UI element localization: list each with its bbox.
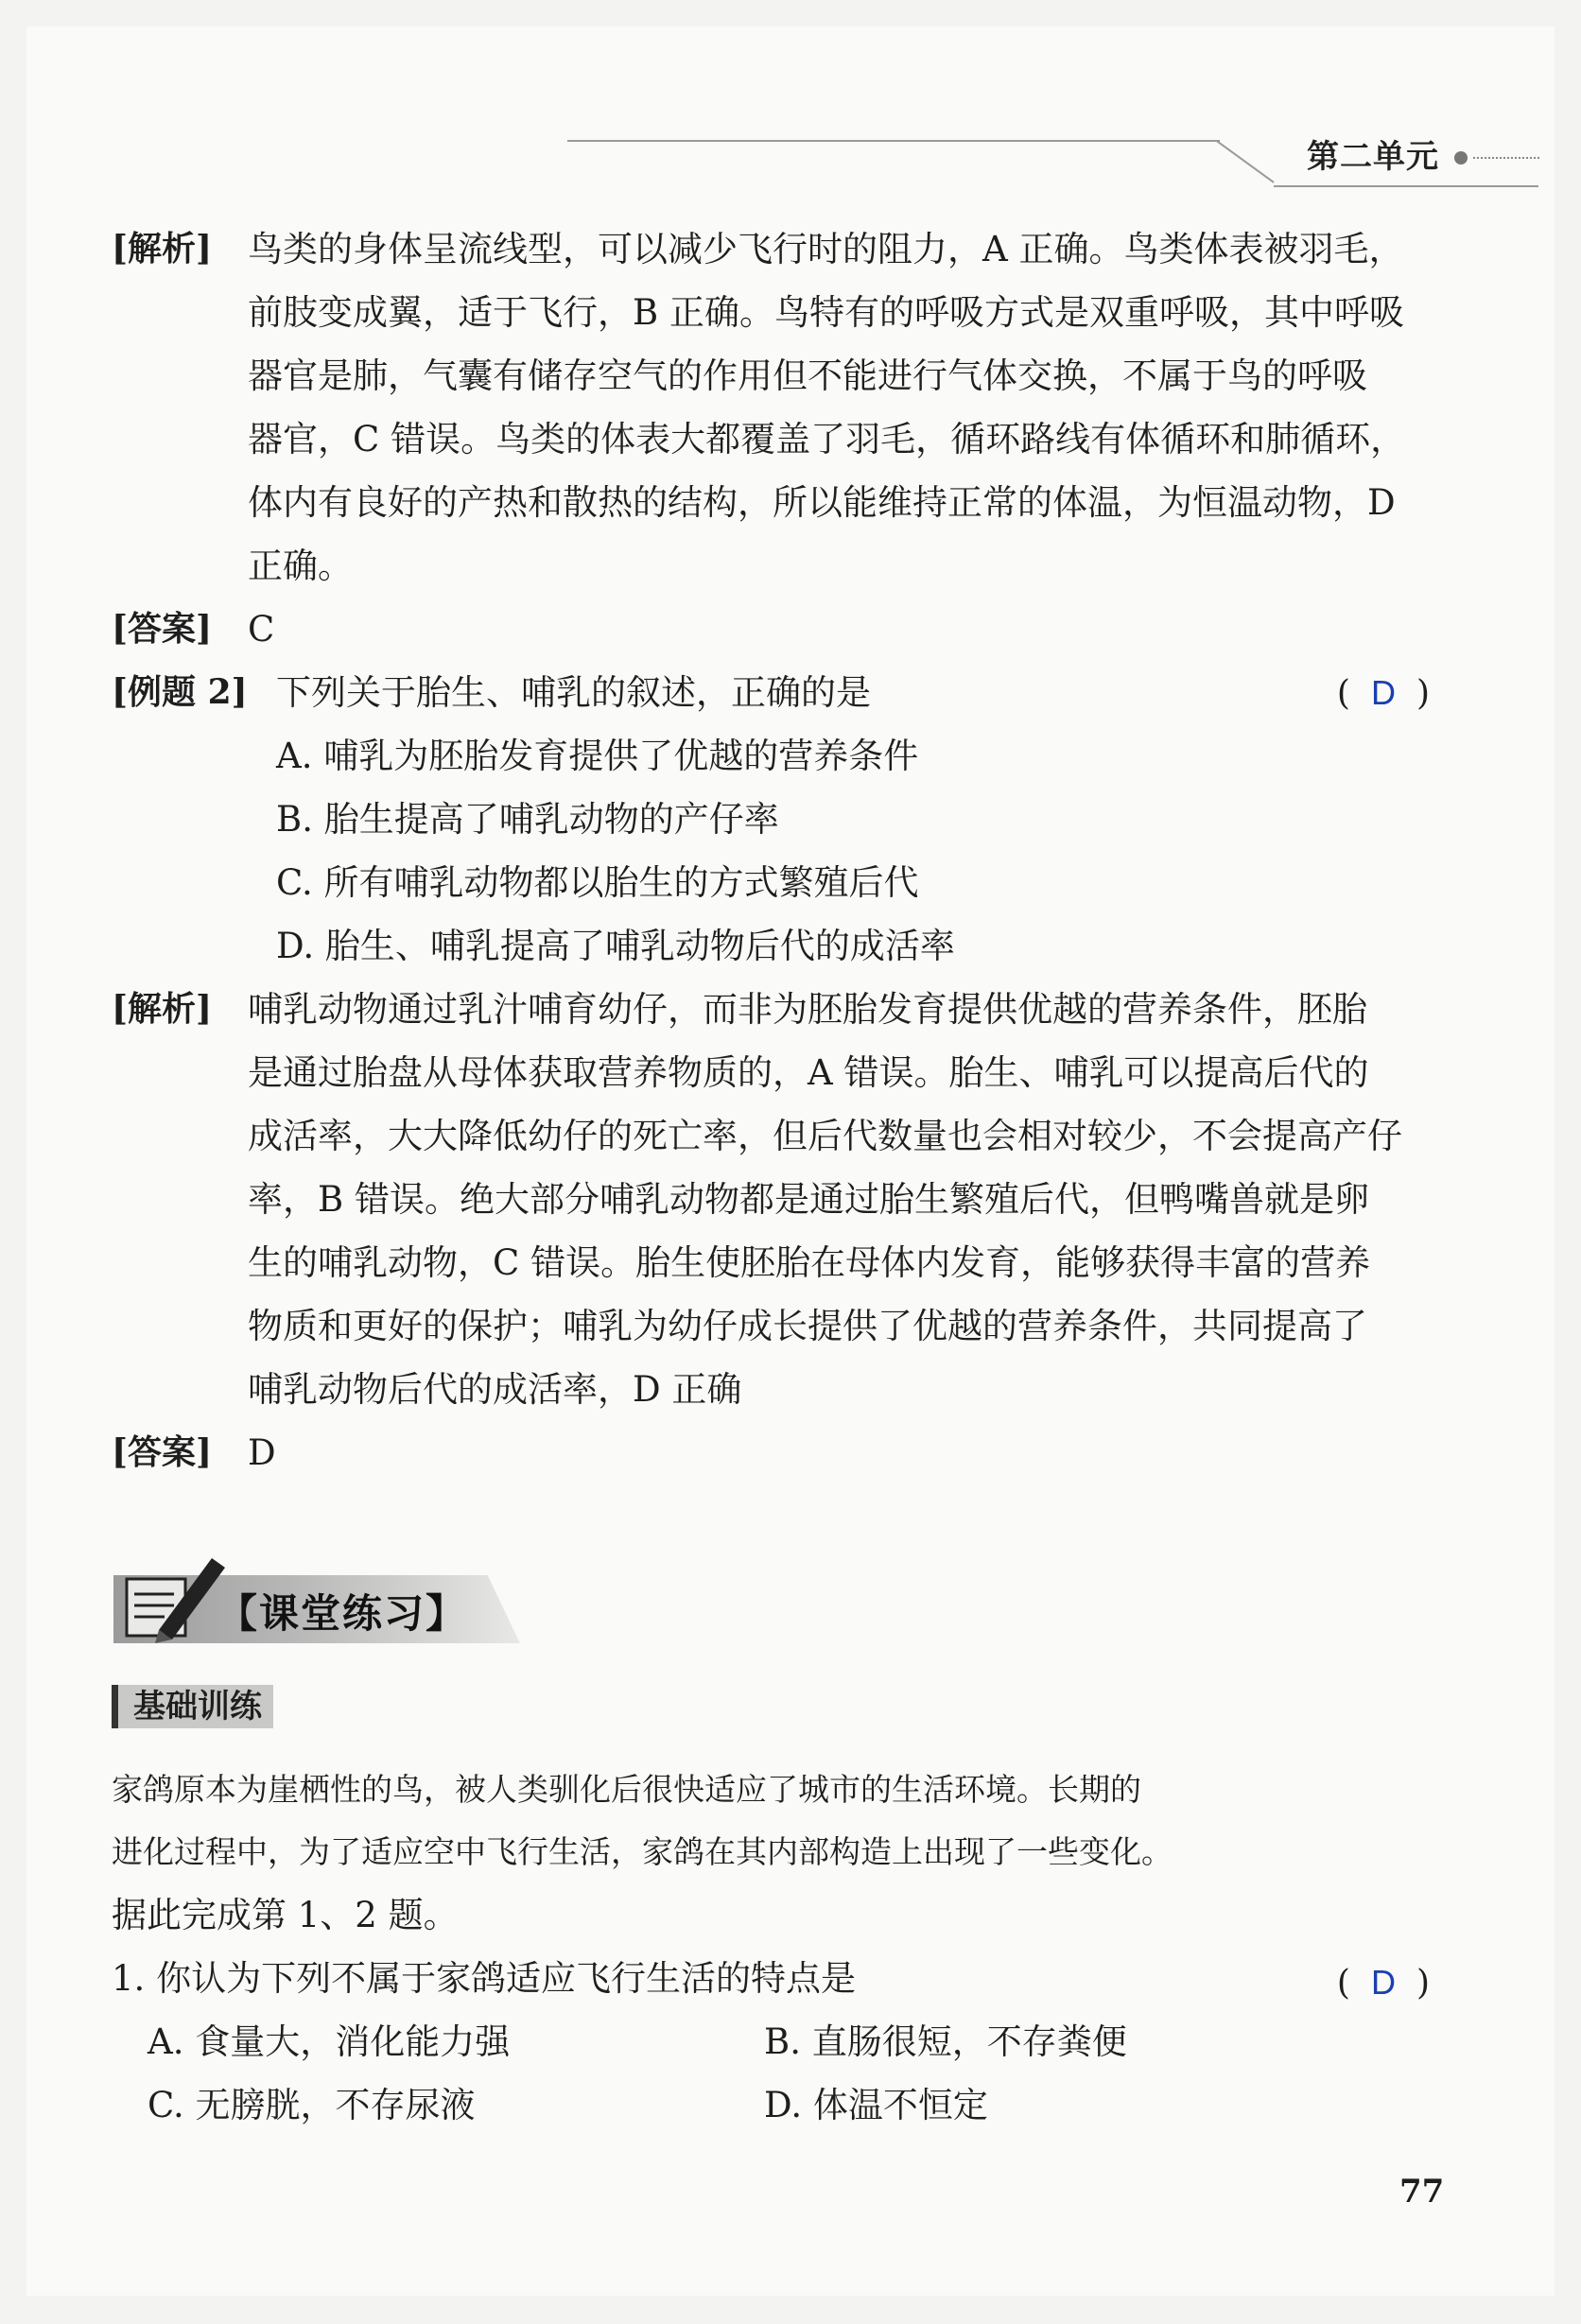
analysis-line: 物质和更好的保护；哺乳为幼仔成长提供了优越的营养条件，共同提高了 [248, 1306, 1367, 1346]
reading-passage [112, 1759, 1435, 1883]
analysis-line: 率，B 错误。绝大部分哺乳动物都是通过胎生繁殖后代，但鸭嘴兽就是卵 [248, 1179, 1369, 1220]
passage-line: 家鸽原本为崖栖性的鸟，被人类驯化后很快适应了城市的生活环境。长期的 [112, 1771, 1141, 1808]
analysis-line: 生的哺乳动物，C 错误。胎生使胚胎在母体内发育，能够获得丰富的营养 [248, 1242, 1371, 1283]
header-rule [567, 140, 1220, 142]
analysis-line: 器官，C 错误。鸟类的体表大都覆盖了羽毛，循环路线有体循环和肺循环， [248, 419, 1406, 460]
analysis-label: [解析] [112, 989, 213, 1029]
answer-label: [答案] [112, 1432, 213, 1472]
analysis-line: 哺乳动物通过乳汁哺育幼仔，而非为胚胎发育提供优越的营养条件，胚胎 [248, 989, 1367, 1030]
analysis-line: 哺乳动物后代的成活率，D 正确 [248, 1369, 742, 1410]
option-b: B. 胎生提高了哺乳动物的产仔率 [276, 799, 779, 840]
header-dotted-line [1473, 157, 1539, 159]
analysis-line: 体内有良好的产热和散热的结构，所以能维持正常的体温，为恒温动物，D [248, 482, 1396, 523]
unit-title: 第二单元 [1307, 138, 1439, 176]
header-bullet-icon [1454, 151, 1468, 165]
passage-line: 进化过程中，为了适应空中飞行生活，家鸽在其内部构造上出现了一些变化。 [112, 1833, 1173, 1870]
pen-and-paper-icon [121, 1551, 233, 1643]
example-question-text: 下列关于胎生、哺乳的叙述，正确的是 [276, 672, 871, 713]
section-title: 【课堂练习】 [217, 1590, 468, 1637]
header-rule-lower [1274, 185, 1538, 187]
analysis-line: 正确。 [248, 546, 353, 586]
analysis-text [248, 217, 1439, 598]
page-number: 77 [1399, 2173, 1445, 2211]
analysis-line: 鸟类的身体呈流线型，可以减少飞行时的阻力，A 正确。鸟类体表被羽毛， [248, 229, 1404, 269]
answer-parentheses [1337, 1951, 1430, 2015]
answer-label: [答案] [112, 609, 213, 649]
question-1 [0, 1947, 1581, 2010]
analysis-line: 器官是肺，气囊有储存空气的作用但不能进行气体交换，不属于鸟的呼吸 [248, 356, 1367, 396]
paren-close: ) [1416, 674, 1430, 713]
analysis-line: 成活率，大大降低幼仔的死亡率，但后代数量也会相对较少，不会提高产仔 [248, 1116, 1402, 1156]
example-2-question [0, 661, 1581, 724]
question-1-text: 1. 你认为下列不属于家鸽适应飞行生活的特点是 [112, 1958, 857, 1999]
section-banner [113, 1551, 520, 1643]
option-c: C. 所有哺乳动物都以胎生的方式繁殖后代 [276, 862, 919, 903]
option-a: A. 食量大，消化能力强 [148, 2021, 511, 2062]
analysis-text [248, 978, 1439, 1421]
paren-close: ) [1416, 1964, 1430, 2003]
handwritten-answer: D [1370, 673, 1396, 712]
paren-open: ( [1336, 674, 1350, 713]
option-b: B. 直肠很短，不存粪便 [764, 2021, 1127, 2062]
option-a: A. 哺乳为胚胎发育提供了优越的营养条件 [276, 736, 919, 776]
answer-value: C [248, 609, 275, 650]
example-label: [例题 2] [112, 672, 248, 712]
answer-parentheses [1337, 661, 1430, 725]
analysis-label: [解析] [112, 229, 213, 269]
handwritten-answer: D [1370, 1963, 1396, 2002]
answer-value: D [248, 1432, 276, 1473]
option-d: D. 体温不恒定 [764, 2085, 988, 2125]
analysis-line: 前肢变成翼，适于飞行，B 正确。鸟特有的呼吸方式是双重呼吸，其中呼吸 [248, 292, 1404, 333]
subsection-title: 基础训练 [112, 1685, 273, 1728]
paren-open: ( [1336, 1964, 1350, 2003]
option-c: C. 无膀胱，不存尿液 [148, 2085, 476, 2125]
option-d: D. 胎生、哺乳提高了哺乳动物后代的成活率 [276, 926, 955, 966]
analysis-line: 是通过胎盘从母体获取营养物质的，A 错误。胎生、哺乳可以提高后代的 [248, 1052, 1369, 1093]
passage-instruction: 据此完成第 1、2 题。 [112, 1895, 459, 1935]
